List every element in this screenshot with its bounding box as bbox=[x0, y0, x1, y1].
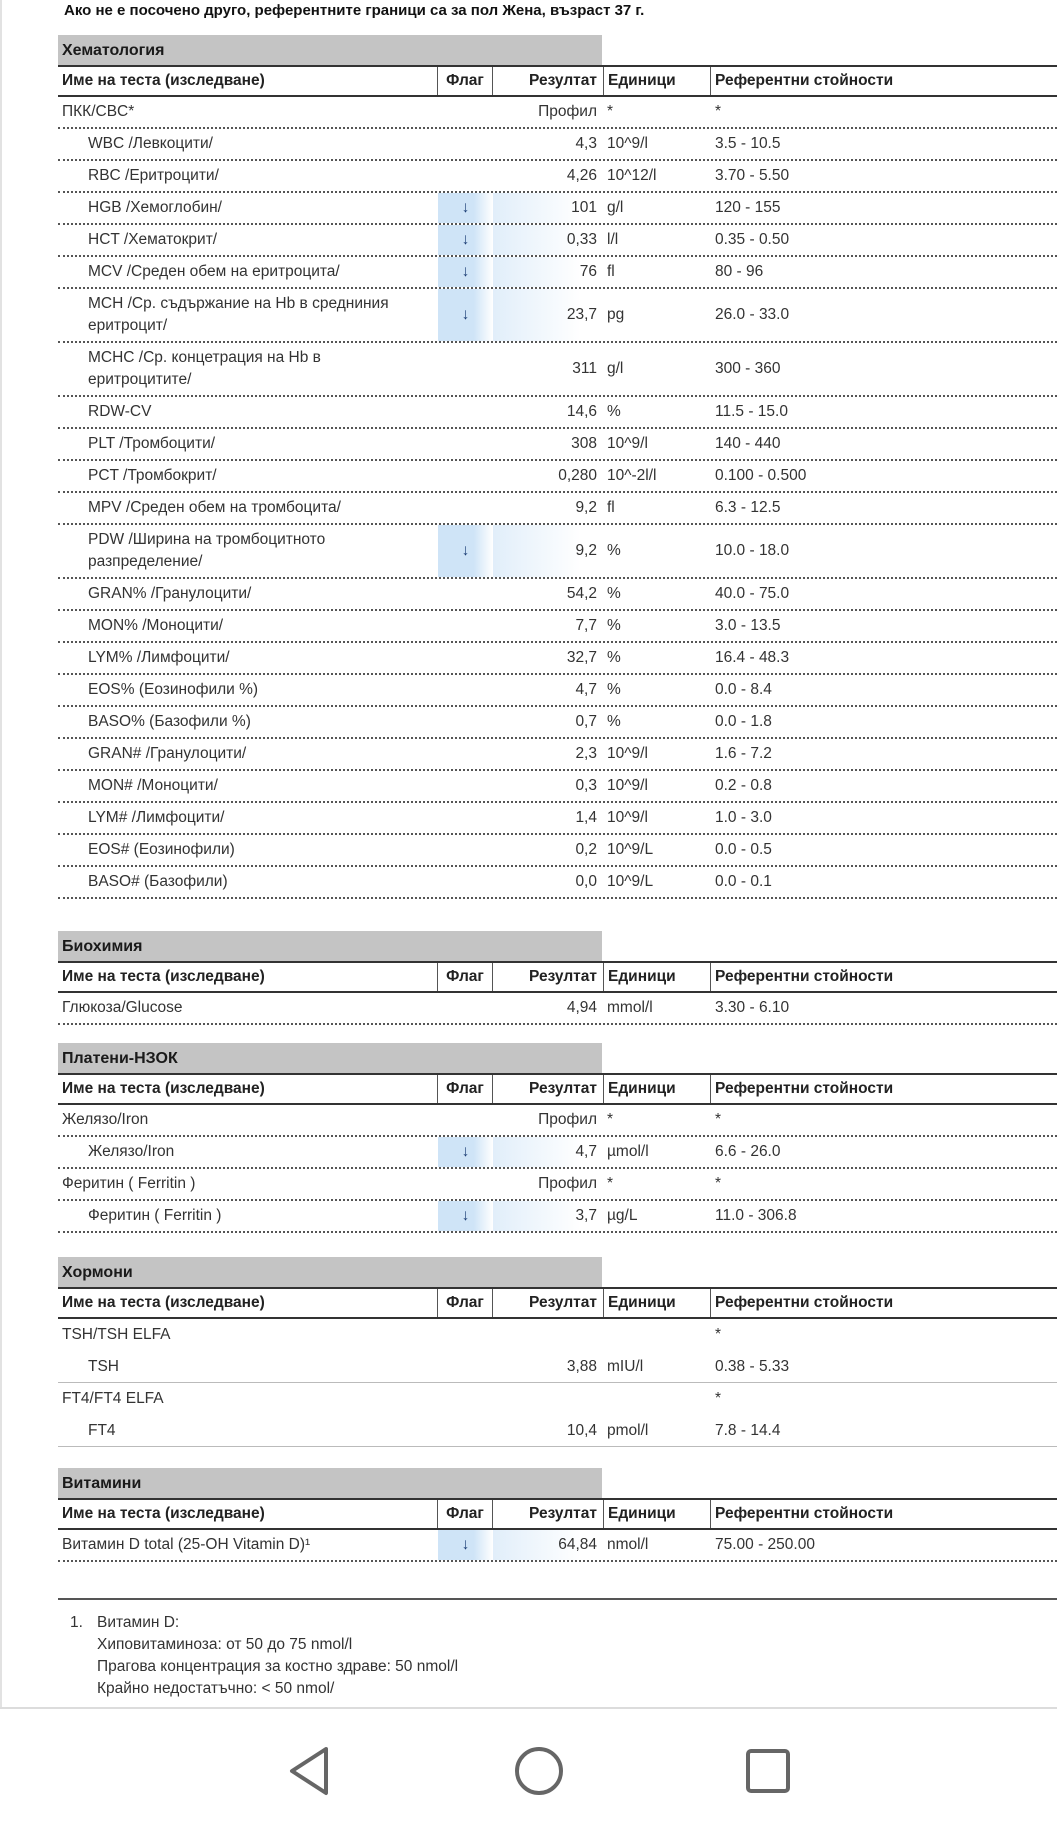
test-name bbox=[58, 643, 438, 673]
units-value: 10^-2l/l bbox=[607, 467, 657, 484]
result-value: 4,26 bbox=[566, 167, 597, 184]
test-name bbox=[58, 993, 438, 1023]
table-row bbox=[58, 1169, 1057, 1201]
table-row bbox=[58, 225, 1057, 257]
table-row bbox=[58, 257, 1057, 289]
test-name bbox=[58, 343, 438, 395]
result-value: 4,7 bbox=[493, 1137, 603, 1167]
reference-range: 16.4 - 48.3 bbox=[715, 649, 790, 666]
test-name-text: Феритин ( Ferritin ) bbox=[88, 1207, 222, 1224]
test-name-text: MCHC /Ср. концетрация на Hb в еритроцитите/ bbox=[88, 349, 321, 388]
test-name-text: BASO% (Базофили %) bbox=[88, 713, 251, 730]
test-name bbox=[58, 803, 438, 833]
test-name-text: MON# /Моноцити/ bbox=[88, 777, 218, 794]
header-ref: Референтни стойности bbox=[715, 72, 894, 89]
test-name bbox=[58, 225, 438, 255]
table-header bbox=[58, 961, 1057, 993]
units-value: 10^9/l bbox=[607, 809, 648, 826]
reference-range: 0.100 - 0.500 bbox=[715, 467, 807, 484]
home-button[interactable] bbox=[511, 1743, 567, 1799]
header-name: Име на теста (изследване) bbox=[58, 1075, 438, 1103]
test-name bbox=[58, 611, 438, 641]
reference-range: 3.30 - 6.10 bbox=[715, 999, 790, 1016]
test-name-text: FT4 bbox=[88, 1421, 116, 1439]
header-result: Резултат bbox=[529, 1080, 597, 1097]
test-name-text: Желязо/Iron bbox=[62, 1111, 149, 1128]
units-value: g/l bbox=[607, 199, 624, 216]
header-units: Единици bbox=[603, 1289, 711, 1317]
reference-range: 7.8 - 14.4 bbox=[715, 1421, 781, 1439]
result-value: 76 bbox=[493, 257, 603, 287]
flag-low-icon: ↓ bbox=[438, 289, 493, 341]
units-value: mmol/l bbox=[607, 999, 653, 1016]
table-row bbox=[58, 835, 1057, 867]
test-name-text: Глюкоза/Glucose bbox=[62, 999, 183, 1016]
test-name-text: GRAN# /Гранулоцити/ bbox=[88, 745, 247, 762]
result-value: 101 bbox=[493, 193, 603, 223]
test-name-text: PCT /Тромбокрит/ bbox=[88, 467, 217, 484]
units-value: % bbox=[607, 403, 621, 420]
test-name bbox=[58, 1415, 438, 1446]
result-value: 64,84 bbox=[493, 1530, 603, 1560]
reference-range: 300 - 360 bbox=[715, 360, 781, 377]
table-row bbox=[58, 579, 1057, 611]
result-value: 9,2 bbox=[575, 499, 597, 516]
flag-cell bbox=[438, 397, 493, 427]
units-value: 10^9/l bbox=[607, 777, 648, 794]
units-value: * bbox=[607, 1111, 614, 1128]
test-name-text: TSH/TSH ELFA bbox=[62, 1326, 171, 1343]
test-name bbox=[58, 1137, 438, 1167]
reference-range: 0.0 - 1.8 bbox=[715, 713, 772, 730]
units-value bbox=[603, 1383, 711, 1415]
test-name-text: EOS# (Еозинофили) bbox=[88, 841, 235, 858]
flag-cell bbox=[438, 803, 493, 833]
reference-range: 0.0 - 0.5 bbox=[715, 841, 772, 858]
result-value bbox=[493, 1383, 603, 1415]
units-value: * bbox=[607, 103, 614, 120]
reference-range: 40.0 - 75.0 bbox=[715, 585, 790, 602]
android-navbar bbox=[0, 1709, 1057, 1837]
table-row bbox=[58, 343, 1057, 397]
footnote-line: Прагова концентрация за костно здраве: 50 nmol/l bbox=[97, 1658, 459, 1675]
section-3 bbox=[58, 1257, 1057, 1447]
test-name-text: RBC /Еритроцити/ bbox=[88, 167, 219, 184]
flag-cell bbox=[438, 1415, 493, 1446]
test-name bbox=[58, 1105, 438, 1135]
reference-range: 0.2 - 0.8 bbox=[715, 777, 772, 794]
test-name bbox=[58, 161, 438, 191]
test-name-text: HGB /Хемоглобин/ bbox=[88, 199, 222, 216]
flag-cell bbox=[438, 343, 493, 395]
reference-range: 6.3 - 12.5 bbox=[715, 499, 781, 516]
units-value: % bbox=[607, 713, 621, 730]
units-value: µg/L bbox=[607, 1207, 638, 1224]
table-row bbox=[58, 493, 1057, 525]
reference-range: * bbox=[715, 1175, 722, 1192]
footnote-number: 1. bbox=[70, 1614, 83, 1631]
units-value: 10^9/L bbox=[607, 873, 654, 890]
test-name-text: Феритин ( Ferritin ) bbox=[62, 1175, 196, 1192]
test-name-text: MCH /Ср. съдържание на Hb в средниния еритроцит/ bbox=[88, 295, 389, 334]
header-ref: Референтни стойности bbox=[715, 1080, 894, 1097]
reference-range: 140 - 440 bbox=[715, 435, 781, 452]
reference-range: 0.0 - 0.1 bbox=[715, 873, 772, 890]
table-row bbox=[58, 1201, 1057, 1233]
header-ref: Референтни стойности bbox=[715, 1294, 894, 1311]
header-result: Резултат bbox=[529, 1294, 597, 1311]
table-row bbox=[58, 289, 1057, 343]
table-row bbox=[58, 161, 1057, 193]
result-value: 3,7 bbox=[493, 1201, 603, 1231]
table-row bbox=[58, 643, 1057, 675]
section-title: Витамини bbox=[58, 1468, 602, 1498]
test-name-text: ПКК/CBC* bbox=[62, 103, 135, 120]
flag-cell bbox=[438, 1351, 493, 1382]
table-row bbox=[58, 1530, 1057, 1562]
table-row bbox=[58, 611, 1057, 643]
result-value: 10,4 bbox=[566, 1421, 597, 1439]
units-value: pg bbox=[607, 306, 625, 323]
intro-text: Ако не е посочено друго, референтните граници са за пол Жена, възраст 37 г. bbox=[64, 2, 645, 19]
table-header bbox=[58, 1498, 1057, 1530]
test-name-text: FT4/FT4 ELFA bbox=[62, 1390, 164, 1407]
test-name bbox=[58, 1351, 438, 1382]
test-name-text: Витамин D total (25-OH Vitamin D)¹ bbox=[62, 1536, 311, 1553]
flag-low-icon: ↓ bbox=[438, 257, 493, 287]
header-flag: Флаг bbox=[438, 963, 493, 991]
test-name bbox=[58, 579, 438, 609]
header-result: Резултат bbox=[529, 72, 597, 89]
units-value: % bbox=[607, 649, 621, 666]
test-name bbox=[58, 867, 438, 897]
test-name-text: RDW-CV bbox=[88, 403, 152, 420]
reference-range: * bbox=[715, 103, 722, 120]
test-name bbox=[58, 1201, 438, 1231]
flag-cell bbox=[438, 579, 493, 609]
test-name bbox=[58, 257, 438, 287]
result-value: 4,7 bbox=[575, 681, 597, 698]
table-row bbox=[58, 803, 1057, 835]
units-value: * bbox=[607, 1175, 614, 1192]
units-value: 10^9/l bbox=[607, 435, 648, 452]
section-2 bbox=[58, 1043, 1057, 1233]
table-row bbox=[58, 771, 1057, 803]
result-value: 0,33 bbox=[493, 225, 603, 255]
home-icon bbox=[511, 1743, 567, 1799]
footnote-line: Крайно недостатъчно: < 50 nmol/ bbox=[97, 1680, 335, 1697]
header-name: Име на теста (изследване) bbox=[58, 1289, 438, 1317]
header-units: Единици bbox=[603, 67, 711, 95]
header-name: Име на теста (изследване) bbox=[58, 1500, 438, 1528]
header-flag: Флаг bbox=[438, 1289, 493, 1317]
result-value: 4,94 bbox=[566, 999, 597, 1016]
test-name bbox=[58, 97, 438, 127]
flag-cell bbox=[438, 867, 493, 897]
footnote-line: Хиповитаминоза: от 50 до 75 nmol/l bbox=[97, 1636, 353, 1653]
table-row bbox=[58, 397, 1057, 429]
test-name bbox=[58, 1319, 438, 1351]
flag-cell bbox=[438, 461, 493, 491]
result-value: 54,2 bbox=[566, 585, 597, 602]
flag-low-icon: ↓ bbox=[438, 225, 493, 255]
header-flag: Флаг bbox=[438, 1075, 493, 1103]
test-name-text: BASO# (Базофили) bbox=[88, 873, 228, 890]
result-value: 1,4 bbox=[575, 809, 597, 826]
table-header bbox=[58, 1073, 1057, 1105]
test-name bbox=[58, 1530, 438, 1560]
recents-button[interactable] bbox=[740, 1743, 796, 1799]
units-value: g/l bbox=[607, 360, 624, 377]
units-value: 10^9/l bbox=[607, 135, 648, 152]
table-row bbox=[58, 461, 1057, 493]
result-value: 2,3 bbox=[575, 745, 597, 762]
reference-range: 26.0 - 33.0 bbox=[715, 306, 790, 323]
units-value: % bbox=[607, 681, 621, 698]
header-units: Единици bbox=[603, 963, 711, 991]
reference-range: 3.70 - 5.50 bbox=[715, 167, 790, 184]
reference-range: 0.35 - 0.50 bbox=[715, 231, 790, 248]
reference-range: * bbox=[715, 1390, 722, 1407]
result-value: 0,280 bbox=[558, 467, 597, 484]
result-value: 311 bbox=[572, 360, 597, 377]
header-units: Единици bbox=[603, 1075, 711, 1103]
header-name: Име на теста (изследване) bbox=[58, 67, 438, 95]
header-flag: Флаг bbox=[438, 1500, 493, 1528]
units-value: 10^12/l bbox=[607, 167, 657, 184]
section-4 bbox=[58, 1468, 1057, 1562]
test-name-text: PDW /Ширина на тромбоцитното разпределение/ bbox=[88, 531, 326, 570]
table-row bbox=[58, 525, 1057, 579]
reference-range: 6.6 - 26.0 bbox=[715, 1143, 781, 1160]
table-row bbox=[58, 993, 1057, 1025]
test-name bbox=[58, 835, 438, 865]
header-result: Резултат bbox=[529, 1505, 597, 1522]
flag-cell bbox=[438, 1383, 493, 1415]
test-name bbox=[58, 129, 438, 159]
flag-cell bbox=[438, 835, 493, 865]
reference-range: 0.38 - 5.33 bbox=[715, 1357, 790, 1375]
flag-cell bbox=[438, 643, 493, 673]
table-row bbox=[58, 1351, 1057, 1383]
table-row bbox=[58, 739, 1057, 771]
test-name bbox=[58, 1169, 438, 1199]
test-name bbox=[58, 461, 438, 491]
back-icon bbox=[282, 1743, 338, 1799]
reference-range: 3.0 - 13.5 bbox=[715, 617, 781, 634]
flag-low-icon: ↓ bbox=[438, 193, 493, 223]
flag-low-icon: ↓ bbox=[438, 1137, 493, 1167]
flag-low-icon: ↓ bbox=[438, 525, 493, 577]
result-value: 0,7 bbox=[575, 713, 597, 730]
units-value: fl bbox=[607, 263, 615, 280]
page-edge bbox=[0, 0, 2, 1707]
test-name-text: MCV /Среден обем на еритроцита/ bbox=[88, 263, 340, 280]
table-row bbox=[58, 707, 1057, 739]
units-value: % bbox=[607, 542, 621, 559]
section-title: Платени-НЗОК bbox=[58, 1043, 602, 1073]
test-name bbox=[58, 397, 438, 427]
reference-range: 10.0 - 18.0 bbox=[715, 542, 790, 559]
test-name bbox=[58, 429, 438, 459]
footnote-line: Витамин D: bbox=[97, 1614, 180, 1631]
test-name bbox=[58, 525, 438, 577]
table-row bbox=[58, 193, 1057, 225]
section-title: Хормони bbox=[58, 1257, 602, 1287]
recents-icon bbox=[740, 1743, 796, 1799]
units-value: 10^9/L bbox=[607, 841, 654, 858]
result-value: 7,7 bbox=[575, 617, 597, 634]
table-row bbox=[58, 1415, 1057, 1447]
test-name bbox=[58, 1383, 438, 1415]
test-name bbox=[58, 707, 438, 737]
test-name-text: LYM# /Лимфоцити/ bbox=[88, 809, 225, 826]
test-name-text: HCT /Хематокрит/ bbox=[88, 231, 218, 248]
result-value: 0,3 bbox=[575, 777, 597, 794]
units-value: mIU/l bbox=[607, 1357, 644, 1375]
test-name bbox=[58, 289, 438, 341]
reference-range: 3.5 - 10.5 bbox=[715, 135, 781, 152]
reference-range: 11.5 - 15.0 bbox=[715, 403, 788, 420]
table-header bbox=[58, 65, 1057, 97]
reference-range: * bbox=[715, 1111, 722, 1128]
reference-range: 1.0 - 3.0 bbox=[715, 809, 772, 826]
table-row bbox=[58, 675, 1057, 707]
reference-range: 1.6 - 7.2 bbox=[715, 745, 772, 762]
result-value bbox=[493, 1319, 603, 1351]
table-row bbox=[58, 129, 1057, 161]
reference-range: 11.0 - 306.8 bbox=[715, 1207, 797, 1224]
table-row bbox=[58, 867, 1057, 899]
flag-cell bbox=[438, 771, 493, 801]
reference-range: 120 - 155 bbox=[715, 199, 781, 216]
table-row bbox=[58, 429, 1057, 461]
footnote bbox=[58, 1598, 1057, 1700]
table-header bbox=[58, 1287, 1057, 1319]
reference-range: * bbox=[715, 1326, 722, 1343]
flag-cell bbox=[438, 1319, 493, 1351]
table-row bbox=[58, 1383, 1057, 1415]
reference-range: 0.0 - 8.4 bbox=[715, 681, 772, 698]
header-ref: Референтни стойности bbox=[715, 968, 894, 985]
result-value: 32,7 bbox=[566, 649, 597, 666]
test-name bbox=[58, 193, 438, 223]
test-name-text: MPV /Среден обем на тромбоцита/ bbox=[88, 499, 341, 516]
flag-cell bbox=[438, 161, 493, 191]
section-title: Хематология bbox=[58, 35, 602, 65]
reference-range: 80 - 96 bbox=[715, 263, 764, 280]
table-row bbox=[58, 97, 1057, 129]
flag-cell bbox=[438, 707, 493, 737]
flag-cell bbox=[438, 1169, 493, 1199]
units-value: % bbox=[607, 617, 621, 634]
units-value: fl bbox=[607, 499, 615, 516]
header-units: Единици bbox=[603, 1500, 711, 1528]
test-name-text: Желязо/Iron bbox=[88, 1143, 175, 1160]
header-ref: Референтни стойности bbox=[715, 1505, 894, 1522]
units-value: µmol/l bbox=[607, 1143, 649, 1160]
flag-low-icon: ↓ bbox=[438, 1201, 493, 1231]
result-value: 0,2 bbox=[575, 841, 597, 858]
flag-cell bbox=[438, 739, 493, 769]
units-value: 10^9/l bbox=[607, 745, 648, 762]
test-name bbox=[58, 493, 438, 523]
result-value: Профил bbox=[538, 103, 597, 120]
test-name bbox=[58, 739, 438, 769]
flag-cell bbox=[438, 97, 493, 127]
units-value: pmol/l bbox=[607, 1421, 649, 1439]
flag-cell bbox=[438, 611, 493, 641]
section-0 bbox=[58, 35, 1057, 899]
result-value: 4,3 bbox=[575, 135, 597, 152]
header-flag: Флаг bbox=[438, 67, 493, 95]
units-value: % bbox=[607, 585, 621, 602]
footnote-text bbox=[58, 1612, 1057, 1700]
table-row bbox=[58, 1105, 1057, 1137]
test-name bbox=[58, 771, 438, 801]
test-name-text: WBC /Левкоцити/ bbox=[88, 135, 213, 152]
test-name-text: MON% /Моноцити/ bbox=[88, 617, 224, 634]
result-value: 23,7 bbox=[493, 289, 603, 341]
flag-cell bbox=[438, 993, 493, 1023]
result-value: 9,2 bbox=[493, 525, 603, 577]
flag-cell bbox=[438, 675, 493, 705]
result-value: 14,6 bbox=[566, 403, 597, 420]
test-name-text: PLT /Тромбоцити/ bbox=[88, 435, 216, 452]
flag-cell bbox=[438, 1105, 493, 1135]
flag-cell bbox=[438, 129, 493, 159]
table-row bbox=[58, 1137, 1057, 1169]
test-name-text: TSH bbox=[88, 1357, 119, 1375]
flag-low-icon: ↓ bbox=[438, 1530, 493, 1560]
header-result: Резултат bbox=[529, 968, 597, 985]
result-value: 0,0 bbox=[575, 873, 597, 890]
units-value: l/l bbox=[607, 231, 619, 248]
back-button[interactable] bbox=[282, 1743, 338, 1799]
test-name-text: GRAN% /Гранулоцити/ bbox=[88, 585, 252, 602]
test-name-text: EOS% (Еозинофили %) bbox=[88, 681, 259, 698]
table-row bbox=[58, 1319, 1057, 1351]
units-value bbox=[603, 1319, 711, 1351]
units-value: nmol/l bbox=[607, 1536, 649, 1553]
section-title: Биохимия bbox=[58, 931, 602, 961]
result-value: Профил bbox=[538, 1111, 597, 1128]
result-value: 308 bbox=[571, 435, 597, 452]
flag-cell bbox=[438, 429, 493, 459]
reference-range: 75.00 - 250.00 bbox=[715, 1536, 815, 1553]
flag-cell bbox=[438, 493, 493, 523]
header-name: Име на теста (изследване) bbox=[58, 963, 438, 991]
test-name bbox=[58, 675, 438, 705]
section-1 bbox=[58, 931, 1057, 1025]
result-value: 3,88 bbox=[566, 1357, 597, 1375]
result-value: Профил bbox=[538, 1175, 597, 1192]
test-name-text: LYM% /Лимфоцити/ bbox=[88, 649, 230, 666]
